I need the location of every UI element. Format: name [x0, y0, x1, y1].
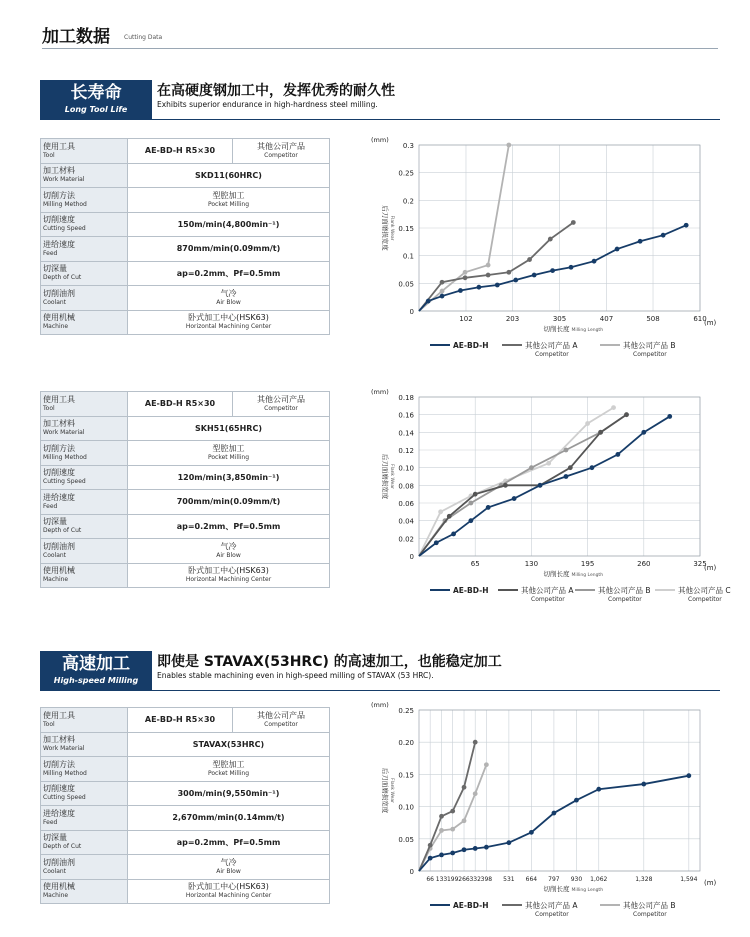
data-point [550, 268, 555, 273]
table-row [41, 781, 330, 806]
data-point [638, 239, 643, 244]
data-point [440, 289, 445, 294]
y-unit: (mm) [371, 388, 389, 396]
cutting-conditions-table [40, 707, 330, 904]
y-tick-label: 0 [409, 308, 414, 316]
section-heading: 在高硬度钢加工中，发挥优秀的耐久性 Exhibits superior endurance in high-hardness steel milling. [157, 83, 395, 109]
y-tick-label: 0.10 [398, 803, 414, 812]
data-point [568, 465, 573, 470]
data-point [484, 845, 489, 850]
row-value: 870mm/min(0.09mm/t) [128, 237, 330, 262]
x-tick-label: 133 [435, 876, 448, 883]
data-point [569, 265, 574, 270]
row-label: 切削速度 Cutting Speed [41, 465, 128, 490]
table-row [41, 806, 330, 831]
row-label: 切削油剂 Coolant [41, 539, 128, 564]
row-label: 切深量 Depth of Cut [41, 830, 128, 855]
data-point [440, 280, 445, 285]
y-tick-label: 0.18 [398, 394, 414, 402]
row-value: 700mm/min(0.09mm/t) [128, 490, 330, 515]
data-point [450, 851, 455, 856]
data-point [598, 430, 603, 435]
legend-subtext: Competitor [535, 351, 569, 358]
data-point [473, 846, 478, 851]
x-axis-label: 切削长度 [543, 885, 570, 893]
data-point [473, 740, 478, 745]
x-tick-label: 332 [469, 876, 481, 883]
data-point [624, 412, 629, 417]
table-row [41, 855, 330, 880]
y-tick-label: 0.14 [398, 429, 414, 438]
competitor-cell: 其他公司产品 Competitor [233, 392, 330, 417]
row-label: 切深量 Depth of Cut [41, 261, 128, 286]
data-point [571, 220, 576, 225]
page-title: 加工数据 [42, 27, 110, 47]
series-line [419, 416, 670, 556]
data-point [462, 818, 467, 823]
data-point [462, 785, 467, 790]
x-tick-label: 199 [446, 876, 459, 883]
legend-subtext: Competitor [531, 596, 565, 603]
data-point [439, 853, 444, 858]
y-tick-label: 0.16 [398, 411, 414, 420]
y-axis-label: 后刀面磨损宽度 [381, 453, 389, 500]
data-point [476, 285, 481, 290]
row-value: 型腔加工 Pocket Milling [128, 188, 330, 213]
y-tick-label: 0.15 [398, 225, 414, 233]
flank-wear-chart-skh51 [365, 385, 731, 607]
row-value: 气冷 Air Blow [128, 855, 330, 880]
y-tick-label: 0 [409, 553, 414, 561]
data-point [513, 278, 518, 283]
y-tick-label: 0.2 [402, 197, 414, 206]
table-row [41, 261, 330, 286]
row-label: 进给速度 Feed [41, 806, 128, 831]
data-point [503, 483, 508, 488]
row-value: 气冷 Air Blow [128, 286, 330, 311]
data-point [451, 532, 456, 537]
x-tick-label: 325 [693, 560, 707, 568]
data-point [450, 809, 455, 814]
row-value: 卧式加工中心(HSK63) Horizontal Machining Center [128, 879, 330, 904]
page-header [42, 20, 718, 49]
table-row [41, 237, 330, 262]
data-point [506, 270, 511, 275]
data-point [532, 273, 537, 278]
cutting-conditions-table [40, 391, 330, 588]
data-point [564, 448, 569, 453]
x-tick-label: 102 [459, 315, 473, 323]
x-axis-label: 切削长度 [543, 325, 570, 333]
y-tick-label: 0.10 [398, 464, 414, 473]
data-point [667, 414, 672, 419]
legend-subtext: Competitor [633, 351, 667, 358]
x-tick-label: 930 [570, 876, 583, 883]
y-tick-label: 0.1 [402, 252, 414, 261]
table-row [41, 732, 330, 757]
legend-item: AE-BD-H [453, 901, 489, 910]
table-row [41, 139, 330, 164]
row-label: 切削速度 Cutting Speed [41, 781, 128, 806]
section-long-tool-life [40, 80, 720, 122]
y-unit: (mm) [371, 701, 389, 709]
row-value: AE-BD-H R5×30 [128, 708, 233, 733]
x-tick-label: 195 [580, 560, 595, 568]
row-label: 切削油剂 Coolant [41, 855, 128, 880]
row-value: 型腔加工 Pocket Milling [128, 757, 330, 782]
y-tick-label: 0.12 [398, 447, 414, 455]
table-row [41, 163, 330, 188]
section-high-speed-milling [40, 651, 720, 693]
data-point [463, 275, 468, 280]
x-tick-label: 65 [470, 560, 480, 568]
data-point [434, 540, 439, 545]
data-point [615, 247, 620, 252]
y-axis-label: 后刀面磨损宽度 [381, 767, 389, 814]
row-label: 使用工具 Tool [41, 139, 128, 164]
data-point [684, 223, 689, 228]
data-point [512, 496, 517, 501]
legend-item: 其他公司产品 B [598, 586, 651, 595]
x-tick-label: 130 [524, 560, 539, 568]
table-row [41, 539, 330, 564]
y-axis-label-en: Flank Wear [389, 463, 394, 490]
row-value: STAVAX(53HRC) [128, 732, 330, 757]
data-point [486, 505, 491, 510]
legend-item: 其他公司产品 B [623, 341, 676, 350]
plot-frame [419, 397, 700, 556]
page-subtitle: Cutting Data [124, 34, 163, 41]
competitor-cell: 其他公司产品 Competitor [233, 139, 330, 164]
legend-item: 其他公司产品 A [525, 901, 578, 910]
data-point [538, 483, 543, 488]
table-row [41, 392, 330, 417]
table-row [41, 514, 330, 539]
data-point [438, 509, 443, 514]
data-point [426, 299, 431, 304]
y-tick-label: 0.08 [398, 482, 414, 491]
legend-item: 其他公司产品 A [521, 586, 574, 595]
row-value: 2,670mm/min(0.14mm/t) [128, 806, 330, 831]
data-point [462, 847, 467, 852]
x-axis-label-en: Milling Length [571, 328, 604, 333]
x-unit: (m) [704, 564, 717, 572]
flank-wear-chart-stavax [365, 700, 717, 925]
series-line [419, 408, 614, 556]
flank-wear-chart-skd11 [365, 135, 717, 360]
table-row [41, 441, 330, 466]
data-point [439, 828, 444, 833]
row-value: ap=0.2mm、Pf=0.5mm [128, 830, 330, 855]
row-label: 使用机械 Machine [41, 310, 128, 335]
legend-subtext: Competitor [535, 911, 569, 918]
data-point [486, 273, 491, 278]
x-tick-label: 407 [599, 315, 614, 323]
row-value: 气冷 Air Blow [128, 539, 330, 564]
section-label: 高速加工 High-speed Milling [40, 651, 152, 691]
y-tick-label: 0.3 [402, 142, 414, 150]
x-tick-label: 305 [552, 315, 567, 323]
x-tick-label: 797 [548, 876, 560, 883]
plot-frame [419, 710, 700, 871]
table-row [41, 708, 330, 733]
y-axis-label: 后刀面磨损宽度 [381, 205, 389, 251]
data-point [428, 843, 433, 848]
data-point [641, 782, 646, 787]
section-rule [152, 690, 720, 691]
table-row [41, 465, 330, 490]
x-axis-label-en: Milling Length [571, 573, 604, 578]
cutting-conditions-table [40, 138, 330, 335]
legend-item: 其他公司产品 B [623, 901, 676, 910]
row-value: 300m/min(9,550min⁻¹) [128, 781, 330, 806]
row-value: 120m/min(3,850min⁻¹) [128, 465, 330, 490]
data-point [686, 773, 691, 778]
row-label: 切削速度 Cutting Speed [41, 212, 128, 237]
y-tick-label: 0.05 [398, 835, 414, 844]
y-axis-label-en: Flank Wear [389, 215, 394, 241]
section-label: 长寿命 Long Tool Life [40, 80, 152, 120]
data-point [529, 465, 534, 470]
row-value: ap=0.2mm、Pf=0.5mm [128, 514, 330, 539]
legend-item: 其他公司产品 C [678, 586, 731, 595]
row-value: 卧式加工中心(HSK63) Horizontal Machining Center [128, 310, 330, 335]
y-tick-label: 0.02 [398, 535, 414, 544]
table-row [41, 830, 330, 855]
row-label: 使用机械 Machine [41, 563, 128, 588]
row-label: 加工材料 Work Material [41, 732, 128, 757]
x-tick-label: 260 [637, 560, 651, 568]
row-label: 切削方法 Milling Method [41, 757, 128, 782]
y-tick-label: 0 [409, 868, 414, 876]
row-value: SKH51(65HRC) [128, 416, 330, 441]
table-row [41, 757, 330, 782]
legend-item: 其他公司产品 A [525, 341, 578, 350]
legend-item: AE-BD-H [453, 341, 489, 350]
data-point [611, 405, 616, 410]
data-point [574, 798, 579, 803]
row-label: 切削方法 Milling Method [41, 188, 128, 213]
row-label: 进给速度 Feed [41, 490, 128, 515]
x-tick-label: 1,328 [635, 876, 653, 883]
y-tick-label: 0.25 [398, 707, 414, 715]
y-tick-label: 0.20 [398, 739, 414, 748]
row-label: 切削油剂 Coolant [41, 286, 128, 311]
x-axis-label-en: Milling Length [571, 888, 604, 893]
row-value: AE-BD-H R5×30 [128, 139, 233, 164]
data-point [473, 492, 478, 497]
y-tick-label: 0.25 [398, 169, 414, 178]
table-row [41, 310, 330, 335]
y-tick-label: 0.05 [398, 280, 414, 289]
x-tick-label: 398 [480, 876, 493, 883]
table-row [41, 416, 330, 441]
data-point [592, 259, 597, 264]
data-point [506, 840, 511, 845]
x-unit: (m) [704, 319, 717, 327]
table-row [41, 879, 330, 904]
data-point [473, 791, 478, 796]
legend-subtext: Competitor [688, 596, 722, 603]
data-point [450, 827, 455, 832]
row-value: 型腔加工 Pocket Milling [128, 441, 330, 466]
data-point [484, 762, 489, 767]
table-row [41, 563, 330, 588]
x-unit: (m) [704, 879, 717, 887]
row-label: 使用机械 Machine [41, 879, 128, 904]
data-point [458, 288, 463, 293]
data-point [440, 294, 445, 299]
data-point [529, 830, 534, 835]
legend-subtext: Competitor [608, 596, 642, 603]
data-point [615, 452, 620, 457]
data-point [468, 501, 473, 506]
x-tick-label: 664 [525, 876, 538, 883]
data-point [468, 518, 473, 523]
data-point [495, 283, 500, 288]
row-value: AE-BD-H R5×30 [128, 392, 233, 417]
data-point [661, 233, 666, 238]
data-point [590, 465, 595, 470]
data-point [548, 237, 553, 242]
x-tick-label: 66 [426, 876, 434, 883]
row-label: 进给速度 Feed [41, 237, 128, 262]
y-tick-label: 0.04 [398, 517, 414, 526]
data-point [428, 856, 433, 861]
data-point [641, 430, 646, 435]
data-point [527, 257, 532, 262]
table-row [41, 212, 330, 237]
x-tick-label: 1,594 [680, 876, 698, 883]
legend-subtext: Competitor [633, 911, 667, 918]
data-point [564, 474, 569, 479]
y-axis-label-en: Flank Wear [389, 777, 394, 804]
y-tick-label: 0.06 [398, 500, 414, 508]
row-value: 卧式加工中心(HSK63) Horizontal Machining Center [128, 563, 330, 588]
row-label: 使用工具 Tool [41, 392, 128, 417]
x-tick-label: 203 [505, 315, 520, 323]
data-point [596, 787, 601, 792]
x-tick-label: 1,062 [590, 876, 608, 883]
row-label: 切削方法 Milling Method [41, 441, 128, 466]
x-tick-label: 266 [458, 876, 470, 883]
data-point [463, 270, 468, 275]
data-point [486, 263, 491, 268]
data-point [439, 814, 444, 819]
y-unit: (mm) [371, 136, 389, 144]
section-rule [152, 119, 720, 120]
row-label: 切深量 Depth of Cut [41, 514, 128, 539]
row-value: ap=0.2mm、Pf=0.5mm [128, 261, 330, 286]
data-point [552, 811, 557, 816]
x-tick-label: 508 [646, 315, 660, 323]
row-value: 150m/min(4,800min⁻¹) [128, 212, 330, 237]
table-row [41, 490, 330, 515]
row-value: SKD11(60HRC) [128, 163, 330, 188]
section-heading: 即使是 STAVAX(53HRC) 的高速加工，也能稳定加工 Enables stable machining even in high-speed milling of STAVAX (53 HRC). [157, 654, 502, 680]
x-tick-label: 610 [693, 315, 707, 323]
data-point [546, 461, 551, 466]
x-tick-label: 531 [503, 876, 515, 883]
data-point [585, 421, 590, 426]
y-tick-label: 0.15 [398, 771, 414, 780]
row-label: 加工材料 Work Material [41, 163, 128, 188]
data-point [447, 514, 452, 519]
x-axis-label: 切削长度 [543, 570, 570, 578]
row-label: 加工材料 Work Material [41, 416, 128, 441]
row-label: 使用工具 Tool [41, 708, 128, 733]
data-point [506, 143, 511, 148]
table-row [41, 188, 330, 213]
legend-item: AE-BD-H [453, 586, 489, 595]
table-row [41, 286, 330, 311]
competitor-cell: 其他公司产品 Competitor [233, 708, 330, 733]
